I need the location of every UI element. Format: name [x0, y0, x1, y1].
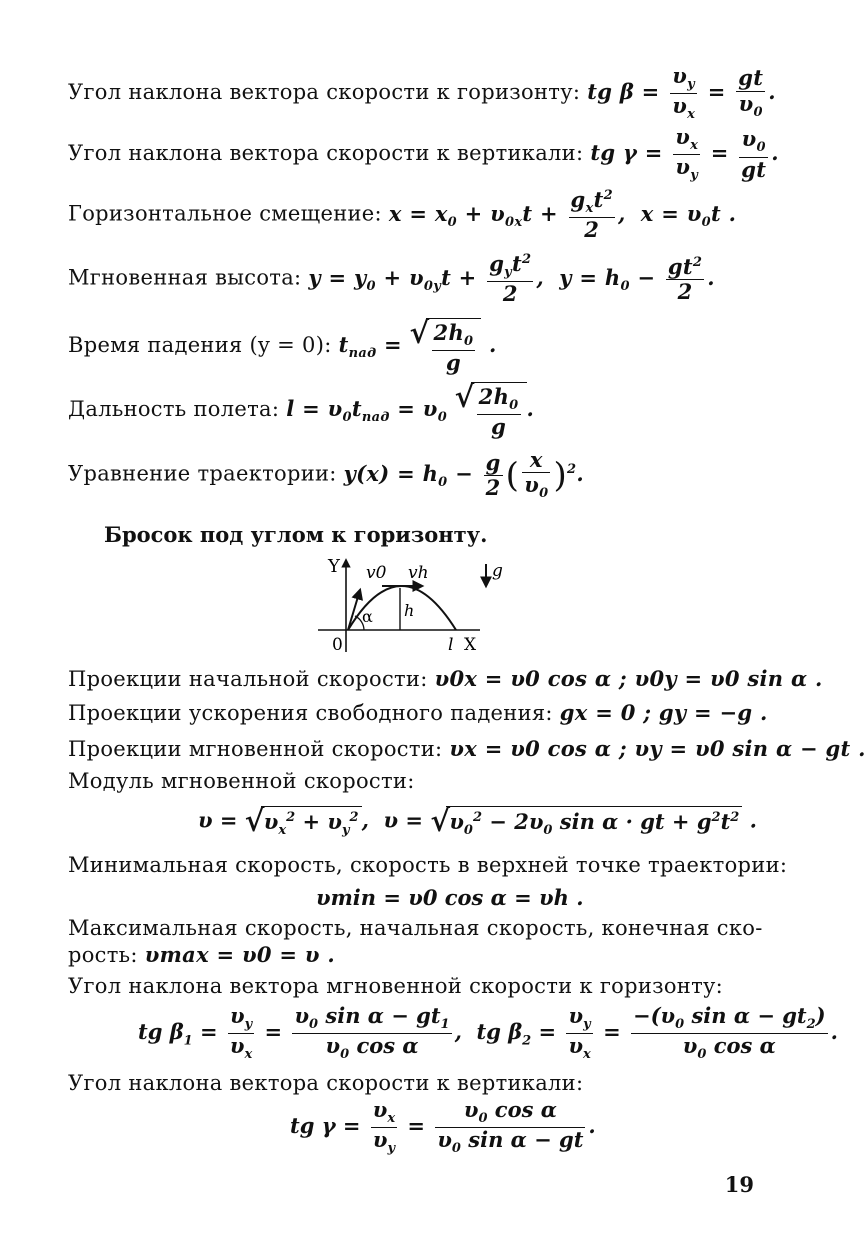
page-number: 19 [724, 1172, 754, 1197]
formula: υmax = υ0 = υ . [144, 942, 335, 967]
tan-beta-horizontal-line [68, 64, 776, 123]
formula: $y = y_0 + \upsilon_{0y}t$ + $\frac{g_yt^2}{2}$ , $y = h_0$ − $\frac{gt^2}{2}$ . [308, 251, 715, 307]
instant-height-line [68, 252, 715, 306]
label-text: Мгновенная высота: [68, 265, 302, 290]
formula: υx = υ0 cos α ; υy = υ0 sin α − gt . [449, 736, 866, 761]
formula: $x = x_0 + \upsilon_{0x}t$ + $\frac{g_xt^2}{2}$ , $x = \upsilon_0t$ . [388, 187, 737, 243]
formula: $t_{пад}$ = √ $\frac{2h_0}{g}$ . [339, 332, 497, 357]
label-text: Модуль мгновенной скорости: [68, 769, 415, 793]
v0-label: v0 [366, 563, 387, 583]
formula: $l = \upsilon_0t_{пад} = \upsilon_0$ √ $\frac{2h_0}{g}$ . [286, 396, 534, 421]
label-text: Проекции мгновенной скорости: [68, 737, 443, 761]
instant-speed-modulus [68, 769, 415, 793]
instant-velocity-projections [68, 736, 866, 761]
label-text: Угол наклона вектора скорости к вертикали: [68, 1071, 584, 1095]
y-axis-label: Y [328, 556, 340, 577]
label-text: Максимальная скорость, начальная скорость, конечная ско- [68, 916, 763, 940]
min-speed-line [68, 853, 787, 877]
gravity-projections [68, 700, 768, 725]
label-text: Проекции начальной скорости: [68, 667, 428, 691]
section-heading: Бросок под углом к горизонту. [104, 522, 488, 547]
l-label: l [448, 635, 454, 655]
label-text: Проекции ускорения свободного падения: [68, 701, 553, 725]
alpha-label: α [362, 607, 373, 626]
tan-gamma-vertical-line [68, 125, 779, 184]
trajectory-equation-line [68, 448, 584, 502]
label-text: Время падения (y = 0): [68, 333, 332, 358]
label-text: Горизонтальное смещение: [68, 201, 382, 226]
g-label: g [492, 561, 503, 581]
tan-gamma-formula: tg γ = $\frac{\upsilon_x}{\upsilon_y}$ = $\frac{\upsilon_0 \cos \alpha}{\upsilon_0 \sin \alpha - gt}$ . [290, 1097, 596, 1157]
label-text: Уравнение траектории: [68, 461, 337, 486]
vh-label: vh [408, 563, 429, 583]
label-text: Угол наклона вектора скорости к горизонту: [68, 80, 581, 105]
projectile-diagram [318, 552, 503, 662]
instant-velocity-angle-horizontal [68, 974, 723, 998]
velocity-angle-vertical [68, 1071, 583, 1095]
max-speed-line-cont [68, 942, 335, 967]
h-label: h [404, 601, 415, 620]
fall-time-line [68, 318, 497, 375]
label-text: Угол наклона вектора мгновенной скорости к горизонту: [68, 974, 724, 998]
min-speed-formula: υmin = υ0 cos α = υh . [316, 885, 584, 910]
origin-label: 0 [332, 635, 343, 655]
formula: gx = 0 ; gy = −g . [559, 700, 768, 725]
formula: tg γ = $\frac{\upsilon_x}{\upsilon_y}$ = $\frac{\upsilon_0}{gt}$ . [590, 124, 779, 184]
x-axis-label: X [464, 635, 477, 655]
label-text: Минимальная скорость, скорость в верхней точке траектории: [68, 853, 788, 877]
horizontal-displacement-line [68, 188, 736, 242]
formula: $y(x) = h_0$ − $\frac{g}{2}$ ( $\frac{x}{\upsilon_0}$ )$^2$. [343, 447, 584, 502]
tan-beta-formula: tg $\beta_1$ = $\frac{\upsilon_y}{\upsilon_x}$ = $\frac{\upsilon_0 \sin \alpha - gt_1}{\upsilon_0 \cos \alpha}$ , tg $\beta_2$ = $\frac{\upsilon_y}{\upsilon_x}$ = $\frac{-(\upsilon_0 \sin \alpha - gt_2)}{\upsilon_0 \cos \alpha}$ . [138, 1003, 838, 1063]
flight-range-line [68, 382, 534, 439]
max-speed-line [68, 916, 763, 940]
label-text: Угол наклона вектора скорости к вертикали: [68, 141, 584, 166]
speed-modulus-formula: υ = √ $\upsilon_x^2 + \upsilon_y^2$ , υ = √ $\upsilon_0^2 - 2\upsilon_0$ sin α · gt + $g^2t^2$ . [198, 806, 757, 838]
label-text: Дальность полета: [68, 397, 280, 422]
formula: υ0x = υ0 cos α ; υ0y = υ0 sin α . [434, 666, 823, 691]
v0-vector [348, 590, 360, 630]
formula: tg β = $\frac{\upsilon_y}{\upsilon_x}$ = $\frac{gt}{\upsilon_0}$ . [587, 63, 776, 123]
label-text: рость: [68, 943, 138, 967]
initial-velocity-projections [68, 666, 823, 691]
